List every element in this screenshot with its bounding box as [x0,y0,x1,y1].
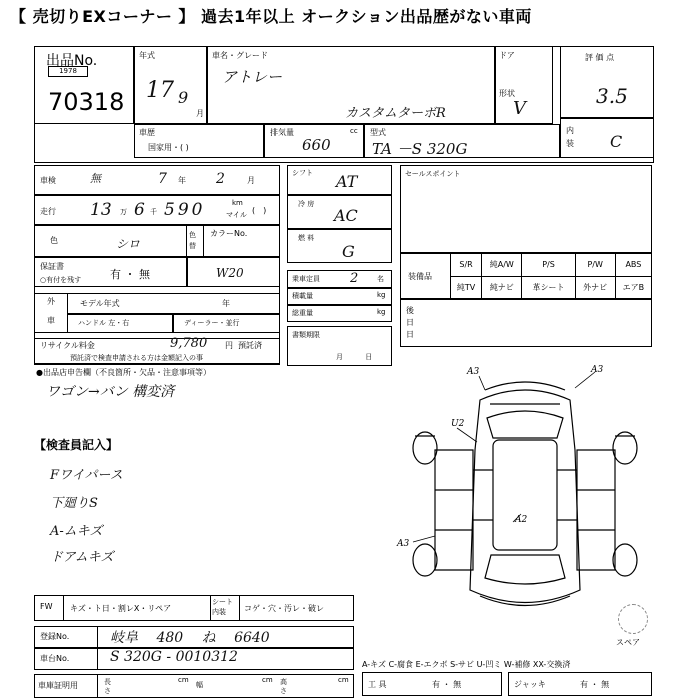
equip-abs: ABS [615,254,651,277]
equip-ps: P/S [522,254,575,277]
warranty-label: 保証書 [40,262,64,271]
equip-leather: 革シート [522,276,575,299]
recycle-unit: 円 [225,341,233,350]
inspection-written: 無 [90,172,101,185]
spare-circle [618,604,648,634]
displacement-label: 排気量 [270,128,294,137]
diagram-mark-2: A3 [591,365,604,375]
inspector-note-2: 下廻りS [50,496,98,511]
mileage-1k: 6 [134,200,145,220]
docs-unit: 月 日 [336,353,373,361]
displacement-unit: cc [350,127,358,135]
warranty-note: ○有付を残す [40,276,82,284]
equip-tv: 純TV [451,276,482,299]
reg-value: 岐阜 480 ね 6640 [110,630,270,646]
mileage-unit2: マイル [226,211,247,219]
month-value: 9 [178,88,189,107]
equip-aw: 純A/W [482,254,522,277]
score-label: 評 価 点 [585,53,615,62]
jack-label: ジャッキ [514,680,546,689]
inspection-year: 7 [158,171,167,187]
chassis-value: S 320G - 0010312 [110,649,238,665]
inspector-note-4: ドアムキズ [50,550,114,565]
cert-height: 高さ [280,678,287,695]
cert-long: 長さ [104,678,111,695]
chassis-label: 車台No. [40,654,70,663]
gross-unit: kg [377,308,386,316]
history-label: 車歴 [139,128,155,137]
fw-label: FW [40,602,53,611]
color-no-label: カラーNo. [210,229,248,238]
mileage-rest: 590 [164,200,206,220]
model-label: 型式 [370,128,386,137]
shift-value: AT [336,172,358,191]
equip-ext-navi: 外ナビ [575,276,615,299]
inspection-label: 車検 [40,176,56,185]
ac-value: AC [334,206,358,225]
capacity-unit: 名 [377,275,384,283]
seat-items: コゲ・穴・汚レ・破レ [244,604,324,613]
year-value: 17 [146,78,174,103]
color-no-divider [186,257,188,287]
handle-label: ハンドル 左・右 [78,319,130,327]
recycle-label: リサイクル料金 [40,341,95,350]
grade-value: カスタムターボR [345,106,446,121]
inspection-year-unit: 年 [178,176,186,185]
inspector-note-3: A-ムキズ [50,524,103,539]
mileage-sen: 千 [150,208,157,216]
diagram-mark-4: A2 [515,515,528,525]
car-diagram [395,360,655,640]
name-value: アトレー [222,68,283,86]
equip-table [450,253,652,299]
dealer-label: ディーラー・並行 [184,319,240,327]
inspection-row [34,165,280,195]
capacity-label: 乗車定員 [292,275,320,283]
capacity-line-1 [287,287,392,289]
diagram-mark-1: A3 [467,367,480,377]
lot-prefix: 1978 [48,66,88,77]
fuel-label: 燃 料 [298,234,315,242]
cert-width: 幅 [196,681,203,689]
recycle-note: 預託済で検査申請される方は金額記入の事 [70,354,203,362]
rear-label-2: 日 [406,330,414,339]
cert-label: 車庫証明用 [38,681,78,690]
inspection-month-unit: 月 [247,176,255,185]
equip-sr: S/R [451,254,482,277]
cert-cm-3: cm [338,676,349,684]
rear-label: 後日 [406,306,414,327]
docs-label: 書類期限 [292,331,320,339]
lot-number: 70318 [48,88,125,116]
diagram-mark-3: U2 [451,419,465,429]
mileage-paren: ( ) [252,206,267,215]
handle-divider [172,313,174,333]
cert-cm-1: cm [178,676,189,684]
color-no-value: W20 [216,266,244,280]
foreign-label-2: 車 [47,316,55,325]
displacement-value: 660 [302,136,331,154]
rear-box [400,299,652,347]
foreign-mid-line [68,313,280,315]
recycle-value: 9,780 [170,336,208,351]
seller-notes-label: ●出品店申告欄（不良箇所・欠品・注意事項等） [36,368,211,377]
tools-options: 有 ・ 無 [432,680,462,689]
ac-label: 冷 房 [298,200,315,208]
fw-items: キズ・ト日・割レX・リペア [70,604,172,613]
mileage-label: 走行 [40,207,56,216]
shape-label: 形状 [499,89,515,98]
mileage-unit: km [232,199,243,207]
seat-label: シート内装 [212,598,233,616]
diagram-mark-5: A3 [397,539,410,549]
month-unit: 月 [196,109,204,118]
interior-label: 内装 [566,126,574,148]
load-unit: kg [377,291,386,299]
mileage-10k: 13 [90,200,112,220]
jack-options: 有 ・ 無 [580,680,610,689]
equip-navi: 純ナビ [482,276,522,299]
inspector-note-1: Fワイパース [50,468,123,483]
lot-label: 出品No. [46,53,98,69]
score-value: 3.5 [596,84,628,108]
cert-cm-2: cm [262,676,273,684]
tools-label: 工 具 [368,680,387,689]
capacity-line-2 [287,304,392,306]
year-label: 年式 [139,51,155,60]
model-year-unit: 年 [222,299,230,308]
color-value: シロ [116,237,141,251]
fuel-value: G [342,242,355,261]
color-change-label: 色替 [189,231,196,250]
recycle-status: 預託済 [238,341,262,350]
reg-label: 登録No. [40,632,70,641]
interior-value: C [610,132,623,151]
seller-notes-value: ワゴン→バン 構変済 [46,384,175,400]
sales-label: セールスポイント [405,170,461,178]
door-label: ドア [499,51,515,60]
warranty-options: 有 ・ 無 [110,268,150,281]
history-value: 国家用・( ) [148,143,189,152]
spare-label: スペア [616,638,640,647]
name-label: 車名・グレード [212,51,268,60]
model-year-label: モデル年式 [80,299,120,308]
capacity-value: 2 [350,271,359,286]
load-label: 積載量 [292,292,313,300]
mileage-man: 万 [120,208,127,216]
foreign-label: 外 [47,297,55,306]
legend: A-キズ C-腐食 E-エクボ S-サビ U-凹ミ W-補修 XX-交換済 [362,660,571,669]
equip-airbag: エアB [615,276,651,299]
gross-label: 総重量 [292,309,313,317]
header-title: 【 売切りEXコーナー 】 過去1年以上 オークション出品歴がない車両 [10,7,532,26]
equip-pw: P/W [575,254,615,277]
inspector-label: 【検査員記入】 [34,438,119,452]
shift-label: シフト [292,169,313,177]
color-label: 色 [50,236,58,245]
equip-label: 装備品 [408,272,432,281]
model-value: TA －S 320G [372,140,468,158]
inspection-month: 2 [216,171,225,187]
shape-value: V [513,98,526,119]
